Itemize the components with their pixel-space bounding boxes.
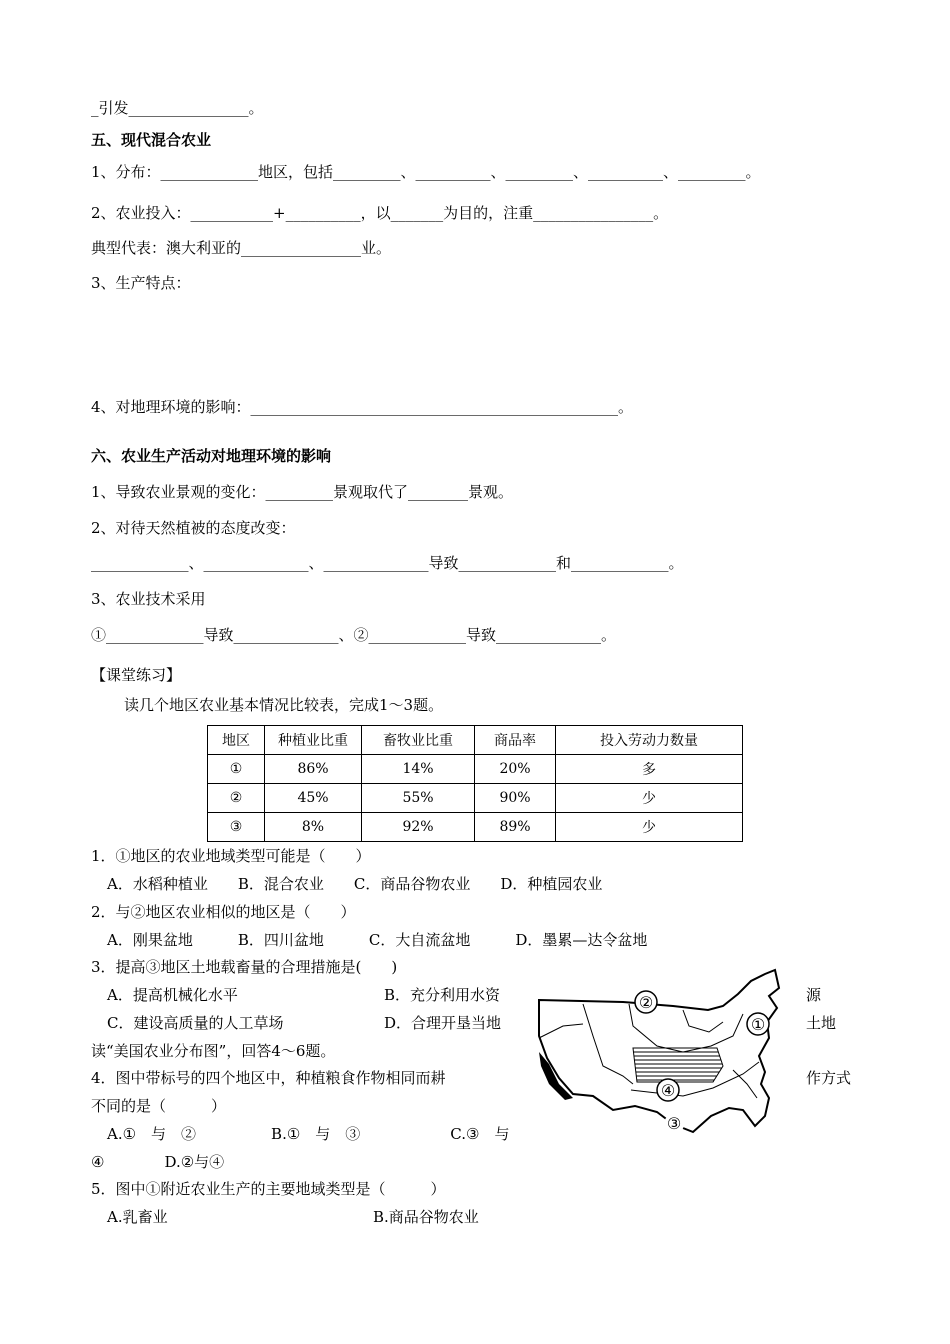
table-cell: 多 xyxy=(556,755,743,784)
practice-intro: 读几个地区农业基本情况比较表，完成1～3题。 xyxy=(124,696,444,714)
s5-question-4: 4、对地理环境的影响：_________________________________________________。 xyxy=(91,398,634,416)
s6-question-3: 3、农业技术采用 xyxy=(91,590,206,608)
table-cell: ③ xyxy=(208,813,265,842)
question-3-option-d: D．合理开垦当地 xyxy=(384,1014,502,1032)
table-row xyxy=(208,813,743,842)
question-4-options-b: ④ D.②与④ xyxy=(91,1153,225,1171)
table-cell: ② xyxy=(208,784,265,813)
table-cell: 8% xyxy=(265,813,362,842)
question-2: 2．与②地区农业相似的地区是（ ） xyxy=(91,903,356,921)
table-cell: 86% xyxy=(265,755,362,784)
map-label-2: ② xyxy=(638,993,654,1012)
map-label-4: ④ xyxy=(660,1081,676,1100)
question-4: 4．图中带标号的四个地区中，种植粮食作物相同而耕 xyxy=(91,1069,446,1087)
map-label-1: ① xyxy=(750,1015,766,1034)
table-header: 商品率 xyxy=(475,726,556,755)
table-cell: 少 xyxy=(556,813,743,842)
table-cell: 45% xyxy=(265,784,362,813)
table-cell: 89% xyxy=(475,813,556,842)
question-3: 3．提高③地区土地载畜量的合理措施是( ) xyxy=(91,958,398,976)
table-cell: 55% xyxy=(362,784,475,813)
table-cell: 14% xyxy=(362,755,475,784)
question-1: 1．①地区的农业地域类型可能是（ ） xyxy=(91,847,371,865)
question-5-option-a: A.乳畜业 xyxy=(107,1208,168,1226)
question-1-options: A．水稻种植业 B．混合农业 C．商品谷物农业 D．种植园农业 xyxy=(107,875,603,893)
question-5-option-b: B.商品谷物农业 xyxy=(373,1208,479,1226)
comparison-table xyxy=(207,725,743,842)
question-3-option-b-end: 源 xyxy=(806,986,822,1004)
table-cell: 92% xyxy=(362,813,475,842)
question-3-option-a: A．提高机械化水平 xyxy=(107,986,238,1004)
question-3-option-d-end: 土地 xyxy=(806,1014,837,1032)
s5-question-2: 2、农业投入：___________+__________，以_______为目的，注重________________。 xyxy=(91,204,669,222)
striped-corn-belt xyxy=(633,1048,723,1082)
question-4-continued: 不同的是（ ） xyxy=(91,1097,227,1115)
table-header: 地区 xyxy=(208,726,265,755)
question-4-options-a: A.① 与 ② B.① 与 ③ C.③ 与 xyxy=(107,1125,510,1143)
map-reading-prompt: 读“美国农业分布图”，回答4～6题。 xyxy=(91,1042,336,1060)
s6-question-2: 2、对待天然植被的态度改变： xyxy=(91,519,296,537)
table-header: 种植业比重 xyxy=(265,726,362,755)
usa-agriculture-map xyxy=(533,966,783,1138)
question-3-option-b: B．充分利用水资 xyxy=(384,986,501,1004)
section-6-title: 六、农业生产活动对地理环境的影响 xyxy=(91,447,332,465)
question-3-option-c: C．建设高质量的人工草场 xyxy=(107,1014,284,1032)
table-header: 畜牧业比重 xyxy=(362,726,475,755)
table-cell: 90% xyxy=(475,784,556,813)
table-row xyxy=(208,784,743,813)
s5-representative: 典型代表：澳大利亚的________________业。 xyxy=(91,239,392,257)
s6-question-1: 1、导致农业景观的变化：_________景观取代了________景观。 xyxy=(91,483,514,501)
practice-heading: 【课堂练习】 xyxy=(91,666,182,684)
table-cell: 20% xyxy=(475,755,556,784)
table-cell: ① xyxy=(208,755,265,784)
s6-question-3-blanks: ①_____________导致______________、②_____________导致______________。 xyxy=(91,626,617,644)
table-header: 投入劳动力数量 xyxy=(556,726,743,755)
question-4-end: 作方式 xyxy=(806,1069,852,1087)
s5-question-3: 3、生产特点： xyxy=(91,274,191,292)
question-2-options: A．刚果盆地 B．四川盆地 C．大自流盆地 D．墨累—达令盆地 xyxy=(107,931,648,949)
s6-question-2-blanks: _____________、______________、______________导致_____________和_____________。 xyxy=(91,554,684,572)
table-row xyxy=(208,755,743,784)
section-5-title: 五、现代混合农业 xyxy=(91,131,212,149)
s5-question-1: 1、分布：_____________地区，包括_________、__________、_________、__________、_________。 xyxy=(91,163,761,181)
table-cell: 少 xyxy=(556,784,743,813)
map-label-3: ③ xyxy=(666,1114,682,1133)
question-5: 5．图中①附近农业生产的主要地域类型是（ ） xyxy=(91,1180,446,1198)
table-header-row xyxy=(208,726,743,755)
line-yinfa: _引发________________。 xyxy=(91,99,264,117)
